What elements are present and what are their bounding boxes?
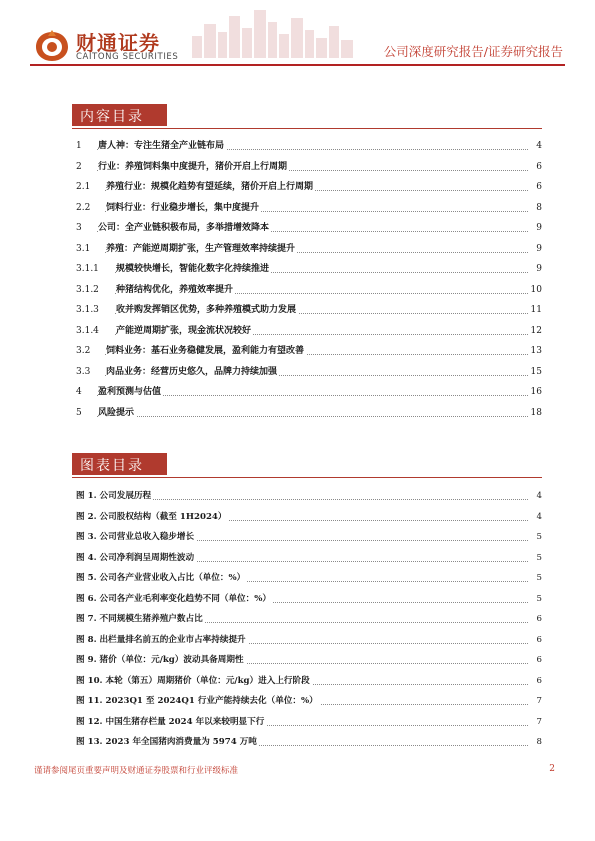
- figure-entry-page: 5: [536, 593, 542, 604]
- figure-entry-page: 7: [536, 716, 542, 727]
- figure-entry-title: 图 5. 公司各产业营业收入占比（单位：%）: [76, 568, 247, 588]
- toc-entry-number: 3.1.4: [76, 325, 99, 336]
- toc-entry-title: 公司：全产业链积极布局，多举措增效降本: [98, 219, 271, 237]
- toc-entry-page: 9: [536, 243, 542, 254]
- toc-entry-number: 3.2: [76, 346, 91, 356]
- toc-entry-number: 4: [76, 387, 82, 397]
- figure-entry-title: 图 8. 出栏量排名前五的企业市占率持续提升: [76, 630, 248, 650]
- figure-entry-title: 图 6. 公司各产业毛利率变化趋势不同（单位：%）: [76, 589, 273, 609]
- toc-entry-page: 18: [530, 407, 542, 418]
- figure-entry-page: 8: [536, 737, 542, 747]
- toc-entry-number: 3.1: [76, 243, 91, 254]
- page-header: [0, 0, 595, 72]
- figure-entry-page: 6: [536, 655, 542, 665]
- toc-entry-title: 养殖行业：规模化趋势有望延续，猪价开启上行周期: [106, 178, 315, 196]
- toc-entry[interactable]: [76, 158, 542, 176]
- figure-entry[interactable]: [76, 650, 542, 670]
- toc-entry-page: 12: [530, 325, 542, 336]
- toc-entry-page: 15: [530, 366, 542, 377]
- toc-entry[interactable]: [76, 199, 542, 217]
- caitong-logo-icon: [32, 28, 72, 64]
- figure-entry[interactable]: [76, 507, 542, 527]
- figure-entry[interactable]: [76, 527, 542, 547]
- toc-leader-dots: [76, 416, 528, 417]
- toc-entry-title: 风险提示: [98, 404, 136, 422]
- toc-entry-page: 4: [536, 141, 542, 151]
- toc-entry-title: 养殖：产能逆周期扩张，生产管理效率持续提升: [106, 240, 297, 258]
- toc-entry-number: 2.1: [76, 182, 91, 192]
- figure-entry[interactable]: [76, 589, 542, 609]
- toc-entry-title: 盈利预测与估值: [98, 383, 163, 401]
- figure-entry-page: 6: [536, 614, 542, 624]
- toc-entry[interactable]: [76, 281, 542, 299]
- figure-entry-page: 6: [536, 675, 542, 686]
- figure-entry[interactable]: [76, 568, 542, 588]
- toc-title: 内容目录: [80, 109, 144, 125]
- toc-entry-title: 收并购发挥销区优势，多种养殖模式助力发展: [116, 301, 298, 319]
- figure-entry[interactable]: [76, 630, 542, 650]
- figure-entry-title: 图 1. 公司发展历程: [76, 486, 153, 506]
- figure-entry-title: 图 7. 不同规模生猪养殖户数占比: [76, 609, 205, 629]
- toc-entry-page: 10: [530, 284, 542, 295]
- toc-entry-page: 16: [530, 387, 542, 397]
- figure-entry[interactable]: [76, 691, 542, 711]
- toc-entry-title: 种猪结构优化，养殖效率提升: [116, 281, 235, 299]
- toc-entry-title: 饲料业务：基石业务稳健发展，盈利能力有望改善: [106, 342, 306, 360]
- toc-entry-number: 3.1.1: [76, 264, 99, 274]
- toc-entry[interactable]: [76, 219, 542, 237]
- figure-entry-page: 7: [536, 696, 542, 706]
- figure-entry-page: 4: [536, 491, 542, 501]
- figure-entry[interactable]: [76, 548, 542, 568]
- figure-entry[interactable]: [76, 486, 542, 506]
- toc-entry-page: 6: [536, 182, 542, 192]
- toc-entry-number: 1: [76, 141, 82, 151]
- brand-name-cn: 财通证券: [76, 31, 160, 55]
- toc-entry-page: 13: [530, 346, 542, 356]
- figure-entry-page: 5: [536, 573, 542, 583]
- figure-entry-page: 6: [536, 634, 542, 645]
- footer-disclaimer: 谨请参阅尾页重要声明及财通证券股票和行业评级标准: [34, 766, 239, 776]
- figure-entry-title: 图 11. 2023Q1 至 2024Q1 行业产能持续去化（单位：%）: [76, 691, 320, 711]
- figure-entry-title: 图 13. 2023 年全国猪肉消费量为 5974 万吨: [76, 732, 259, 752]
- toc-entry[interactable]: [76, 240, 542, 258]
- toc-entry-page: 8: [536, 202, 542, 213]
- header-divider: [30, 64, 565, 66]
- page-number: 2: [549, 764, 555, 774]
- report-type-label: 公司深度研究报告/证券研究报告: [383, 44, 563, 59]
- figure-entry-title: 图 3. 公司营业总收入稳步增长: [76, 527, 196, 547]
- figure-entry[interactable]: [76, 609, 542, 629]
- toc-entry-number: 2: [76, 161, 82, 172]
- figure-entry-title: 图 12. 中国生猪存栏量 2024 年以来较明显下行: [76, 712, 266, 732]
- toc-entry-title: 行业：养殖饲料集中度提升，猪价开启上行周期: [98, 158, 289, 176]
- figure-entry-title: 图 9. 猪价（单位：元/kg）波动具备周期性: [76, 650, 246, 670]
- toc-entry-number: 3.1.2: [76, 284, 99, 295]
- figures-section-header: [72, 453, 542, 475]
- toc-entry-title: 肉品业务：经营历史悠久，品牌力持续加强: [106, 363, 279, 381]
- figure-entry[interactable]: [76, 712, 542, 732]
- brand-name-en: CAITONG SECURITIES: [76, 52, 179, 62]
- figure-entry-page: 4: [536, 511, 542, 522]
- toc-entry-page: 9: [536, 223, 542, 233]
- toc-entry[interactable]: [76, 363, 542, 381]
- toc-entry[interactable]: [76, 178, 542, 196]
- toc-entry-page: 9: [536, 264, 542, 274]
- figures-title-underline: [72, 477, 542, 478]
- toc-entry-number: 2.2: [76, 202, 91, 213]
- toc-entry-page: 11: [530, 305, 542, 315]
- skyline-watermark-icon: [190, 6, 360, 58]
- toc-entry-number: 5: [76, 407, 82, 418]
- toc-entry-title: 产能逆周期扩张，现金流状况较好: [116, 322, 253, 340]
- toc-entry[interactable]: [76, 322, 542, 340]
- figure-entry[interactable]: [76, 671, 542, 691]
- figure-entry-page: 5: [536, 552, 542, 563]
- toc-title-underline: [72, 128, 542, 129]
- toc-section-header: [72, 104, 542, 126]
- toc-entry-title: 规模较快增长，智能化数字化持续推进: [116, 260, 271, 278]
- toc-entry[interactable]: [76, 404, 542, 422]
- toc-entry-title: 唐人神：专注生猪全产业链布局: [98, 137, 226, 155]
- toc-entry-title: 饲料行业：行业稳步增长，集中度提升: [106, 199, 261, 217]
- toc-entry-number: 3.3: [76, 366, 91, 377]
- toc-entry[interactable]: [76, 137, 542, 155]
- figure-entry-page: 5: [536, 532, 542, 542]
- figure-entry-title: 图 2. 公司股权结构（截至 1H2024）: [76, 507, 229, 527]
- figure-entry[interactable]: [76, 732, 542, 752]
- toc-entry-number: 3: [76, 223, 82, 233]
- toc-entry[interactable]: [76, 260, 542, 278]
- toc-entry[interactable]: [76, 383, 542, 401]
- toc-entry-number: 3.1.3: [76, 305, 99, 315]
- figure-entry-title: 图 10. 本轮（第五）周期猪价（单位：元/kg）进入上行阶段: [76, 671, 312, 691]
- toc-entry-page: 6: [536, 161, 542, 172]
- figure-entry-title: 图 4. 公司净利润呈周期性波动: [76, 548, 196, 568]
- toc-entry[interactable]: [76, 301, 542, 319]
- figures-title: 图表目录: [80, 458, 144, 474]
- toc-entry[interactable]: [76, 342, 542, 360]
